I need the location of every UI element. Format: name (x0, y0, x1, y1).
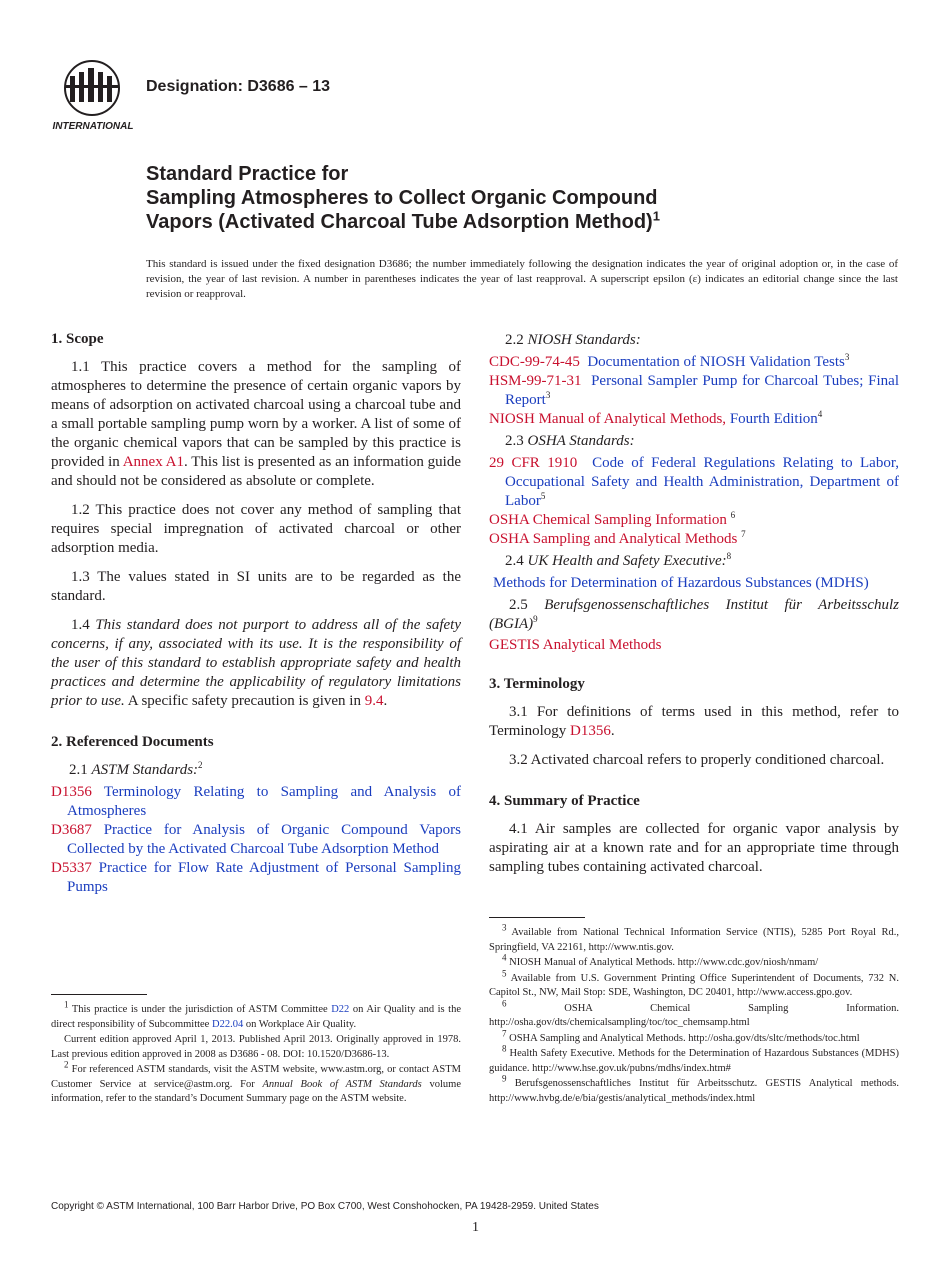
ref-cdc-code[interactable]: CDC-99-74-45 (489, 354, 580, 370)
footnote-rule-right (489, 917, 585, 918)
ref-hsm-code[interactable]: HSM-99-71-31 (489, 373, 582, 389)
d22-link[interactable]: D22 (331, 1004, 350, 1015)
footnote-1-text-c: on Workplace Air Quality. (243, 1018, 357, 1030)
footnote-1-mark: 1 (64, 999, 69, 1010)
bgia-text: Berufsgenossenschaftliches Institut für Arbeitsschulz (BGIA) (489, 597, 900, 632)
copyright: Copyright © ASTM International, 100 Barr Harbor Drive, PO Box C700, West Conshohocken, PA 19428-2959. United States (51, 1201, 599, 1212)
document-title (146, 162, 906, 234)
ref-d1356-title[interactable]: Terminology Relating to Sampling and Analysis of Atmospheres (67, 784, 461, 819)
footnote-5-text: Available from U.S. Government Printing Office Superintendent of Documents, 732 N. Capitol St., NW, Mail Stop: SDE, Washington, DC 20401, http://www.access.gpo.gov. (489, 972, 899, 998)
footnote-1-text-b: on Air Quality and is the direct responsibility of Subcommittee (51, 1004, 461, 1030)
scope-1-4 (51, 616, 461, 711)
title-line-3-text: Vapors (Activated Charcoal Tube Adsorption Method) (146, 211, 653, 233)
uk-sup[interactable]: 8 (726, 551, 732, 561)
ref-niosh-manual[interactable] (489, 410, 899, 429)
ref-osha-sampling[interactable] (489, 530, 899, 549)
niosh-manual-sup[interactable]: 4 (817, 409, 823, 419)
niosh-manual-title[interactable]: NIOSH Manual of Analytical Methods, (489, 411, 727, 427)
section-9-4-link[interactable]: 9.4 (364, 693, 384, 709)
osha-chem-link[interactable]: OSHA Chemical Sampling Information (489, 512, 727, 528)
scope-1-4-num: 1.4 (71, 617, 96, 633)
bgia-label (489, 596, 899, 634)
scope-1-2: 1.2 This practice does not cover any method of sampling that requires special impregnation of activated charcoal or other adsorption media. (51, 502, 461, 556)
astm-logo-icon (50, 58, 136, 134)
d1356-link[interactable]: D1356 (570, 723, 611, 739)
terminology-3-2: 3.2 Activated charcoal refers to properly conditioned charcoal. (509, 752, 885, 768)
ref-gestis[interactable]: GESTIS Analytical Methods (489, 637, 662, 653)
footnote-3-text: Available from National Technical Information Service (NTIS), 5285 Port Royal Rd., Springfield, VA 22161, http://www.ntis.gov. (489, 927, 899, 953)
footnote-5 (489, 968, 899, 1001)
footnote-1-text: This practice is under the jurisdiction of ASTM Committee (68, 1004, 332, 1015)
left-column (51, 330, 461, 897)
footnote-7 (489, 1028, 899, 1047)
ref-29cfr-sup[interactable]: 5 (540, 491, 546, 501)
footnote-3-mark: 3 (502, 922, 507, 933)
terminology-3-1 (489, 703, 899, 741)
footnotes-left (51, 999, 461, 1108)
footnote-1 (51, 999, 461, 1032)
footnote-9-mark: 9 (502, 1073, 507, 1084)
footnote-9 (489, 1073, 899, 1106)
astm-logo (50, 58, 136, 134)
footnote-6 (489, 998, 899, 1031)
ref-d1356-code[interactable]: D1356 (51, 784, 92, 800)
terminology-3-1-text: 3.1 For definitions of terms used in this method, refer to Terminology (489, 704, 899, 739)
footnote-6-mark: 6 (502, 998, 507, 1008)
scope-1-1 (51, 358, 461, 491)
ref-osha-chem[interactable] (489, 511, 899, 530)
ref-d3687[interactable] (51, 821, 461, 859)
osha-label: OSHA Standards: (527, 433, 635, 449)
scope-heading: 1. Scope (51, 331, 104, 347)
astm-standards-label (51, 761, 461, 780)
footnote-2-text: For referenced ASTM standards, visit the ASTM website, www.astm.org, or contact ASTM Customer Service at service@astm.org. For (51, 1064, 461, 1090)
astm-sup[interactable]: 2 (198, 760, 203, 770)
terminology-3-1-tail: . (610, 723, 615, 739)
scope-1-3: 1.3 The values stated in SI units are to be regarded as the standard. (51, 569, 461, 604)
designation: Designation: D3686 – 13 (146, 78, 331, 95)
ref-29cfr[interactable] (489, 454, 899, 511)
refdocs-heading: 2. Referenced Documents (51, 734, 214, 750)
ref-cdc[interactable] (489, 353, 899, 372)
footnote-8-mark: 8 (502, 1043, 507, 1054)
footnote-4-text: NIOSH Manual of Analytical Methods. http://www.cdc.gov/niosh/nmam/ (506, 957, 819, 968)
scope-1-4-tail: . (383, 693, 388, 709)
summary-heading: 4. Summary of Practice (489, 793, 640, 809)
scope-1-1-tail: . This list is presented as an information guide and should not be considered as absolute or complete. (51, 454, 461, 489)
osha-chem-sup[interactable]: 6 (730, 510, 736, 520)
osha-sampling-sup[interactable]: 7 (741, 529, 746, 539)
astm-num: 2.1 (69, 762, 92, 778)
footnote-2-italic: Annual Book of ASTM Standards (262, 1078, 422, 1090)
astm-label: ASTM Standards: (91, 762, 199, 778)
uk-hse-label (489, 552, 899, 571)
footnote-5-mark: 5 (502, 968, 507, 978)
summary-4-1: 4.1 Air samples are collected for organic vapor analysis by aspirating air at a known rate and for an appropriate time through sampling tubes containing activated charcoal. (489, 821, 899, 875)
footnote-rule-left (51, 994, 147, 995)
ref-29cfr-title[interactable]: Code of Federal Regulations Relating to Labor, Occupational Safety and Health Administration, Department of Labor (505, 455, 899, 509)
scope-1-4-text: A specific safety precaution is given in (124, 693, 365, 709)
ref-hsm-sup[interactable]: 3 (545, 390, 551, 400)
footnote-7-text: OSHA Sampling and Analytical Methods. http://osha.gov/dts/sltc/methods/toc.html (506, 1032, 860, 1044)
niosh-manual-edition[interactable]: Fourth Edition (726, 411, 818, 427)
niosh-num: 2.2 (505, 332, 528, 348)
title-line-1: Standard Practice for (146, 163, 349, 185)
bgia-sup[interactable]: 9 (533, 614, 538, 624)
ref-d5337-title[interactable]: Practice for Flow Rate Adjustment of Personal Sampling Pumps (67, 860, 462, 895)
terminology-heading: 3. Terminology (489, 676, 585, 692)
page-number: 1 (472, 1220, 479, 1235)
niosh-label: NIOSH Standards: (527, 332, 641, 348)
ref-mdhs[interactable]: Methods for Determination of Hazardous Substances (MDHS) (493, 575, 869, 591)
footnote-6-text: OSHA Chemical Sampling Information. http://osha.gov/dts/chemicalsampling/toc/toc_chemsamp.html (489, 1002, 899, 1028)
logo-text: INTERNATIONAL (52, 121, 134, 132)
footnote-7-mark: 7 (502, 1028, 507, 1038)
ref-d5337[interactable] (51, 859, 461, 897)
uk-num: 2.4 (505, 553, 528, 569)
annex-link[interactable]: Annex A1 (122, 454, 184, 470)
ref-d1356[interactable] (51, 783, 461, 821)
ref-29cfr-code[interactable]: 29 CFR 1910 (489, 455, 578, 471)
osha-standards-label (489, 432, 899, 451)
ref-hsm[interactable] (489, 372, 899, 410)
ref-d3687-title[interactable]: Practice for Analysis of Organic Compound Vapors Collected by the Activated Charcoal Tube Adsorption Method (67, 822, 462, 857)
osha-sampling-link[interactable]: OSHA Sampling and Analytical Methods (489, 531, 738, 547)
footnote-8-text: Health Safety Executive. Methods for the Determination of Hazardous Substances (MDHS) guidance. http://www.hse.gov.uk/pubns/mdhs/index.htm# (489, 1048, 899, 1074)
footnote-2 (51, 1059, 461, 1107)
title-line-2: Sampling Atmospheres to Collect Organic Compound (146, 187, 658, 209)
bgia-num: 2.5 (509, 597, 545, 613)
ref-d3687-code[interactable]: D3687 (51, 822, 92, 838)
scope-1-1-text: 1.1 This practice covers a method for the sampling of atmospheres to determine the presence of certain organic vapors by means of adsorption on activated charcoal using a charcoal tube and a small portable sampling pump worn by a worker. A list of some of the organic chemical vapors that can be sampled by this practice is provided in (51, 359, 461, 470)
osha-num: 2.3 (505, 433, 528, 449)
footnote-3 (489, 922, 899, 955)
title-footnote-mark[interactable]: 1 (652, 208, 660, 224)
footnote-9-text: Berufsgenossenschaftliches Institut für Arbeitsschutz. GESTIS Analytical methods. http://www.hvbg.de/e/bia/gestis/analytical_methods/index.html (489, 1078, 899, 1104)
ref-cdc-sup[interactable]: 3 (844, 352, 850, 362)
footnote-2-text-b: volume information, refer to the standard’s Document Summary page on the ASTM website. (51, 1078, 461, 1104)
footnote-4 (489, 952, 899, 971)
uk-label: UK Health and Safety Executive: (527, 553, 727, 569)
right-column (489, 331, 899, 887)
ref-cdc-title[interactable]: Documentation of NIOSH Validation Tests (587, 354, 845, 370)
scope-1-4-italic: This standard does not purport to address all of the safety concerns, if any, associated with its use. It is the responsibility of the user of this standard to establish appropriate safety and health practices and determine the applicability of regulatory limitations prior to use. (51, 617, 462, 709)
footnote-8 (489, 1043, 899, 1076)
title-line-3 (146, 210, 906, 234)
ref-hsm-title[interactable]: Personal Sampler Pump for Charcoal Tubes; Final Report (505, 373, 899, 408)
ref-d5337-code[interactable]: D5337 (51, 860, 92, 876)
footnotes-right (489, 922, 899, 1107)
intro-paragraph: This standard is issued under the fixed designation D3686; the number immediately following the designation indicates the year of original adoption or, in the case of revision, the year of last revision. A number in parentheses indicates the year of last reapproval. A superscript epsilon (ε) indicates an editorial change since the last revision or reapproval. (146, 258, 898, 300)
d22-04-link[interactable]: D22.04 (211, 1018, 244, 1030)
footnote-1-edition: Current edition approved April 1, 2013. Published April 2013. Originally approved in 1978. Last previous edition approved in 2008 as D3686 - 08. DOI: 10.1520/D3686-13. (51, 1034, 461, 1060)
niosh-standards-label (489, 331, 899, 350)
footnote-4-mark: 4 (502, 952, 507, 963)
footnote-2-mark: 2 (64, 1059, 69, 1070)
